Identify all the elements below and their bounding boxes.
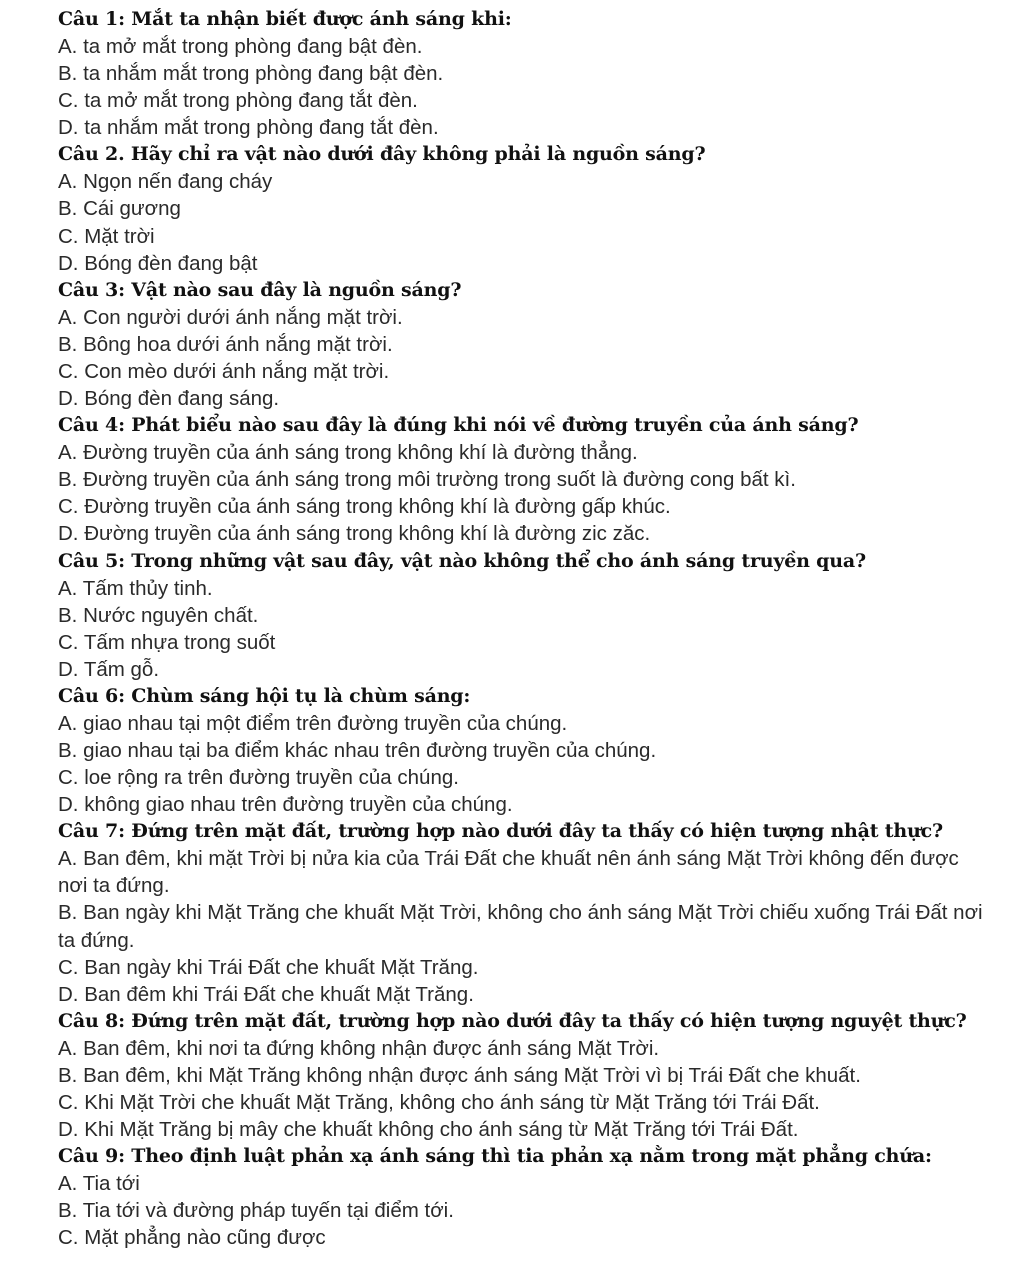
answer-option-a: A. Ngọn nến đang cháy [58,170,273,194]
question-8 [58,1008,1008,1143]
answer-option-b: B. Cái gương [58,197,181,221]
answer-option-a: A. ta mở mắt trong phòng đang bật đèn. [58,35,423,58]
answer-option-c: C. Ban ngày khi Trái Đất che khuất Mặt Trăng. [58,955,479,979]
answer-option-b: B. Đường truyền của ánh sáng trong môi trường trong suốt là đường cong bất kì. [58,468,796,492]
answer-option-d: D. không giao nhau trên đường truyền của chúng. [58,793,513,817]
question-9 [58,1143,1008,1251]
question-title: Câu 6: Chùm sáng hội tụ là chùm sáng: [58,684,471,707]
answer-option-c: C. loe rộng ra trên đường truyền của chúng. [58,766,459,790]
answer-option-a: A. giao nhau tại một điểm trên đường truyền của chúng. [58,711,568,735]
answer-option-c: C. Mặt phẳng nào cũng được [58,1226,326,1250]
answer-option-d: D. Tấm gỗ. [58,657,160,681]
question-4 [58,412,1008,547]
answer-option-d: D. Khi Mặt Trăng bị mây che khuất không cho ánh sáng từ Mặt Trăng tới Trái Đất. [58,1118,799,1142]
answer-option-d: D. ta nhắm mắt trong phòng đang tắt đèn. [58,116,439,140]
answer-option-d: D. Ban đêm khi Trái Đất che khuất Mặt Trăng. [58,982,474,1006]
answer-option-d: D. Bóng đèn đang bật [58,251,258,275]
answer-option-a: A. Ban đêm, khi nơi ta đứng không nhận được ánh sáng Mặt Trời. [58,1036,660,1060]
answer-option-c: C. Con mèo dưới ánh nắng mặt trời. [58,359,390,383]
answer-option-a: A. Con người dưới ánh nắng mặt trời. [58,305,403,329]
answer-option-b: B. Tia tới và đường pháp tuyến tại điểm tới. [58,1199,454,1223]
answer-option-c: C. Tấm nhựa trong suốt [58,630,276,654]
answer-option-d: D. Bóng đèn đang sáng. [58,387,280,411]
answer-option-b: B. ta nhắm mắt trong phòng đang bật đèn. [58,62,444,86]
answer-option-a: A. Tia tới [58,1172,140,1196]
question-6 [58,683,1008,818]
question-3 [58,277,1008,412]
answer-option-a: A. Đường truyền của ánh sáng trong không khí là đường thẳng. [58,441,638,465]
question-title: Câu 2. Hãy chỉ ra vật nào dưới đây không phải là nguồn sáng? [58,143,706,166]
answer-option-a: A. Ban đêm, khi mặt Trời bị nửa kia của Trái Đất che khuất nên ánh sáng Mặt Trời không đến được nơi ta đứng. [58,847,959,898]
question-2 [58,141,1008,276]
answer-option-b: B. Ban ngày khi Mặt Trăng che khuất Mặt Trời, không cho ánh sáng Mặt Trời chiếu xuống Trái Đất nơi ta đứng. [58,901,983,952]
question-title: Câu 3: Vật nào sau đây là nguồn sáng? [58,278,462,301]
answer-option-c: C. Khi Mặt Trời che khuất Mặt Trăng, không cho ánh sáng từ Mặt Trăng tới Trái Đất. [58,1091,820,1114]
question-1 [58,6,1008,141]
question-title: Câu 1: Mắt ta nhận biết được ánh sáng khi: [58,8,512,30]
answer-option-c: C. Đường truyền của ánh sáng trong không khí là đường gấp khúc. [58,495,671,519]
answer-option-c: C. Mặt trời [58,224,155,248]
question-5 [58,548,1008,683]
question-title: Câu 4: Phát biểu nào sau đây là đúng khi nói về đường truyền của ánh sáng? [58,414,859,437]
answer-option-b: B. Nước nguyên chất. [58,603,259,627]
question-title: Câu 7: Đứng trên mặt đất, trường hợp nào dưới đây ta thấy có hiện tượng nhật thực? [58,820,943,843]
question-title: Câu 5: Trong những vật sau đây, vật nào không thể cho ánh sáng truyền qua? [58,549,866,572]
answer-option-c: C. ta mở mắt trong phòng đang tắt đèn. [58,89,418,113]
answer-option-b: B. Bông hoa dưới ánh nắng mặt trời. [58,332,393,356]
question-7 [58,818,1008,1008]
quiz-document [58,6,1008,1251]
question-title: Câu 9: Theo định luật phản xạ ánh sáng thì tia phản xạ nằm trong mặt phẳng chứa: [58,1145,932,1168]
answer-option-b: B. giao nhau tại ba điểm khác nhau trên đường truyền của chúng. [58,738,657,762]
answer-option-a: A. Tấm thủy tinh. [58,576,213,600]
answer-option-b: B. Ban đêm, khi Mặt Trăng không nhận được ánh sáng Mặt Trời vì bị Trái Đất che khuất. [58,1063,861,1087]
question-title: Câu 8: Đứng trên mặt đất, trường hợp nào dưới đây ta thấy có hiện tượng nguyệt thực? [58,1009,967,1032]
answer-option-d: D. Đường truyền của ánh sáng trong không khí là đường zic zăc. [58,522,651,546]
